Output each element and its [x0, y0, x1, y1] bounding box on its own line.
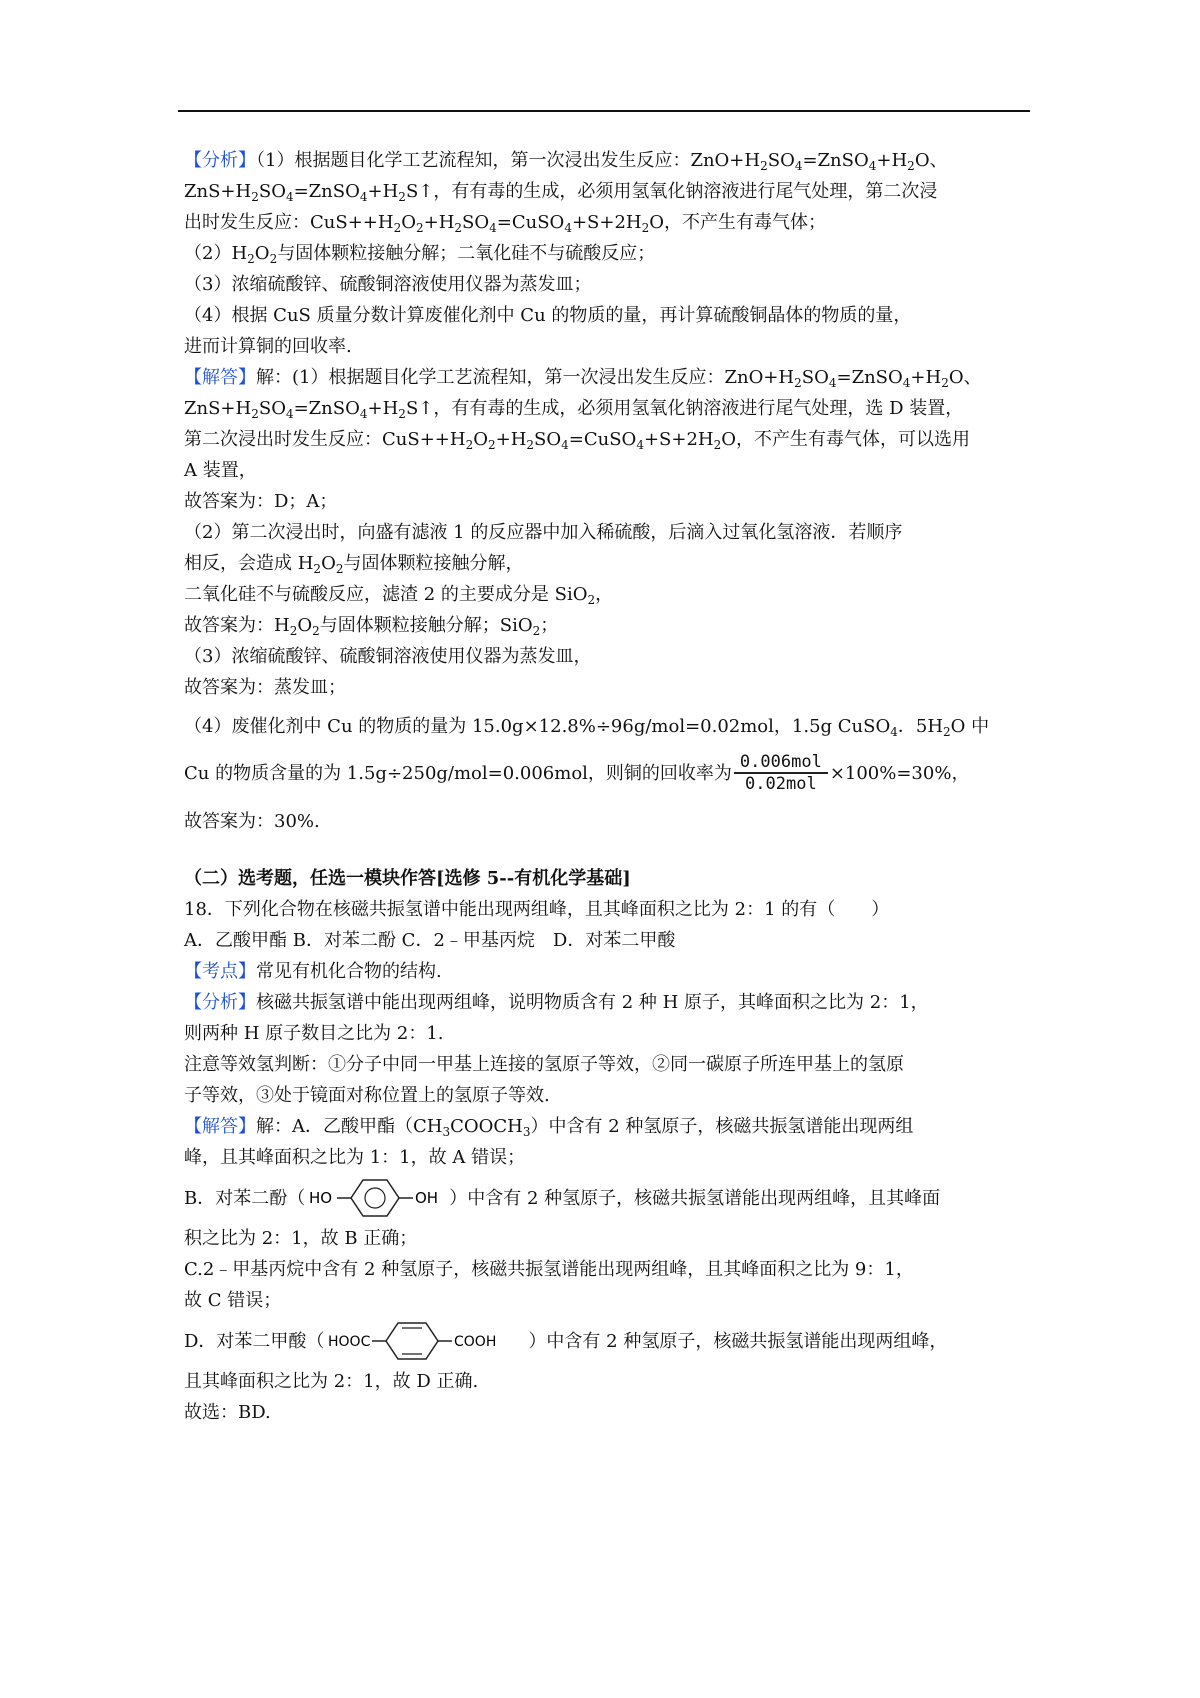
structure-label-cooh: COOH: [454, 1334, 497, 1350]
structure-label-oh: OH: [415, 1189, 439, 1207]
fenxi-line-2: 则两种 H 原子数目之比为 2：1.: [184, 1023, 444, 1044]
spacer: [184, 837, 1030, 863]
answer-line-5: 故答案为：D；A；: [184, 491, 338, 512]
analysis-line-3: 出时发生反应：$CuS++H_2O_2+H_2SO_4=CuSO_4+S+2H_2O$，不产生有毒气体；: [184, 212, 827, 235]
option-b-line-2: 积之比为 2：1，故 B 正确；: [184, 1228, 418, 1249]
answer-line-3: 第二次浸出时发生反应：$CuS++H_2O_2+H_2SO_4=CuSO_4+S+2H_2O$，不产生有毒气体，可以选用: [184, 429, 971, 452]
recovery-fraction: [734, 752, 828, 794]
answer-line-10: （3）浓缩硫酸锌、硫酸铜溶液使用仪器为蒸发皿，: [184, 646, 592, 667]
answer-line-7: 相反，会造成 $H_2O_2$与固体颗粒接触分解，: [184, 553, 524, 576]
fenxi-line-1: 【分析】核磁共振氢谱中能出现两组峰，说明物质含有 2 种 H 原子，其峰面积之比为 2：1，: [184, 992, 929, 1013]
terephthalic-acid-structure: [326, 1319, 526, 1363]
answer-line-6: （2）第二次浸出时，向盛有滤液 1 的反应器中加入稀硫酸，后滴入过氧化氢溶液．若顺序: [184, 522, 903, 543]
answer-line-1: 【解答】解：(1）根据题目化学工艺流程知，第一次浸出发生反应：$ZnO+H_2SO_4=ZnSO_4+H_2O$、: [184, 367, 982, 390]
question-18: 18．下列化合物在核磁共振氢谱中能出现两组峰，且其峰面积之比为 2：1 的有（ ）: [184, 899, 890, 920]
benzene-ring-icon: [351, 1180, 399, 1216]
fraction-denominator: 0.02mol: [745, 773, 817, 794]
fraction-numerator: 0.006mol: [739, 752, 822, 773]
answer-line-13: Cu 的物质含量的为 1.5g÷250g/mol=0.006mol，则铜的回收率为 $\frac{\text{0.006mol}}{\text{0.02mol}}$ ×100%=30%，: [184, 752, 970, 794]
analysis-line-1: 【分析】（1）根据题目化学工艺流程知，第一次浸出发生反应：$ZnO+H_2SO_4=ZnSO_4+H_2O$、: [184, 150, 948, 173]
answer-line-8: 二氧化硅不与硫酸反应，滤渣 2 的主要成分是 SiO$_2$，: [184, 584, 614, 607]
analysis-line-7: 进而计算铜的回收率.: [184, 336, 352, 357]
analysis-line-6: （4）根据 CuS 质量分数计算废催化剂中 Cu 的物质的量，再计算硫酸铜晶体的物质的量，: [184, 305, 912, 326]
section-heading: （二）选考题，任选一模块作答[选修 5--有机化学基础]: [184, 868, 631, 889]
analysis-line-4: $(2)H_2O_2$与固体颗粒接触分解；二氧化硅不与硫酸反应；: [184, 243, 656, 266]
fenxi-line-3: 注意等效氢判断：①分子中同一甲基上连接的氢原子等效，②同一碳原子所连甲基上的氢原: [184, 1054, 904, 1075]
structure-label-hooc: HOOC: [328, 1334, 371, 1350]
document-body: [184, 145, 1030, 1428]
analysis-line-2: $ZnS+H_2SO_4=ZnSO_4+H_2S↑$，有有毒的生成，必须用氢氧化钠溶液进行尾气处理，第二次浸: [184, 181, 938, 204]
option-d-line: D．对苯二甲酸（ HOOC COOH ）中含有 2 种氢原子，核磁共振氢谱能出现两组峰，: [184, 1316, 1030, 1366]
answer-tag: 【解答】: [184, 367, 256, 388]
answer-line-14: 故答案为：30%.: [184, 811, 320, 832]
answer-line-12: （4）废催化剂中 Cu 的物质的量为 15.0g×12.8%÷96g/mol=0.02mol，1.5g CuSO$_4$．$5H_2O$ 中: [184, 716, 990, 739]
structure-label-ho: HO: [309, 1189, 333, 1207]
analysis-line-5: （3）浓缩硫酸锌、硫酸铜溶液使用仪器为蒸发皿；: [184, 274, 592, 295]
option-c-line-1: C.2﹣甲基丙烷中含有 2 种氢原子，核磁共振氢谱能出现两组峰，且其峰面积之比为 9：1，: [184, 1259, 914, 1280]
answer-line-4: A 装置，: [184, 460, 257, 481]
hydroquinone-structure: [307, 1176, 447, 1220]
final-answer: 故选：BD.: [184, 1402, 271, 1423]
option-b-line: B．对苯二酚（ HO OH ）中含有 2 种氢原子，核磁共振氢谱能出现两组峰，且其峰面: [184, 1173, 1030, 1223]
jieda-line-1: 【解答】解：A．乙酸甲酯$(CH_3COOCH_3)$中含有 2 种氢原子，核磁共振氢谱能出现两组: [184, 1116, 914, 1139]
answer-line-2: $ZnS+H_2SO_4=ZnSO_4+H_2S↑$，有有毒的生成，必须用氢氧化钠溶液进行尾气处理，选 D 装置，: [184, 398, 964, 421]
kaodian-line: 【考点】常见有机化合物的结构.: [184, 961, 442, 982]
header-rule: [178, 110, 1030, 112]
answer-line-9: 故答案为：$H_2O_2$与固体颗粒接触分解；SiO$_2$；: [184, 615, 559, 638]
jieda-tag: 【解答】: [184, 1116, 256, 1137]
jieda-line-2: 峰，且其峰面积之比为 1：1，故 A 错误；: [184, 1147, 526, 1168]
kaodian-tag: 【考点】: [184, 961, 256, 982]
option-d-line-2: 且其峰面积之比为 2：1，故 D 正确.: [184, 1371, 479, 1392]
option-c-line-2: 故 C 错误；: [184, 1290, 282, 1311]
fenxi-line-4: 子等效，③处于镜面对称位置上的氢原子等效.: [184, 1085, 550, 1106]
answer-line-11: 故答案为：蒸发皿；: [184, 677, 346, 698]
analysis-tag: 【分析】: [184, 150, 256, 171]
fenxi-tag: 【分析】: [184, 992, 256, 1013]
question-options: A．乙酸甲酯 B．对苯二酚 C．2﹣甲基丙烷 D．对苯二甲酸: [184, 930, 676, 951]
